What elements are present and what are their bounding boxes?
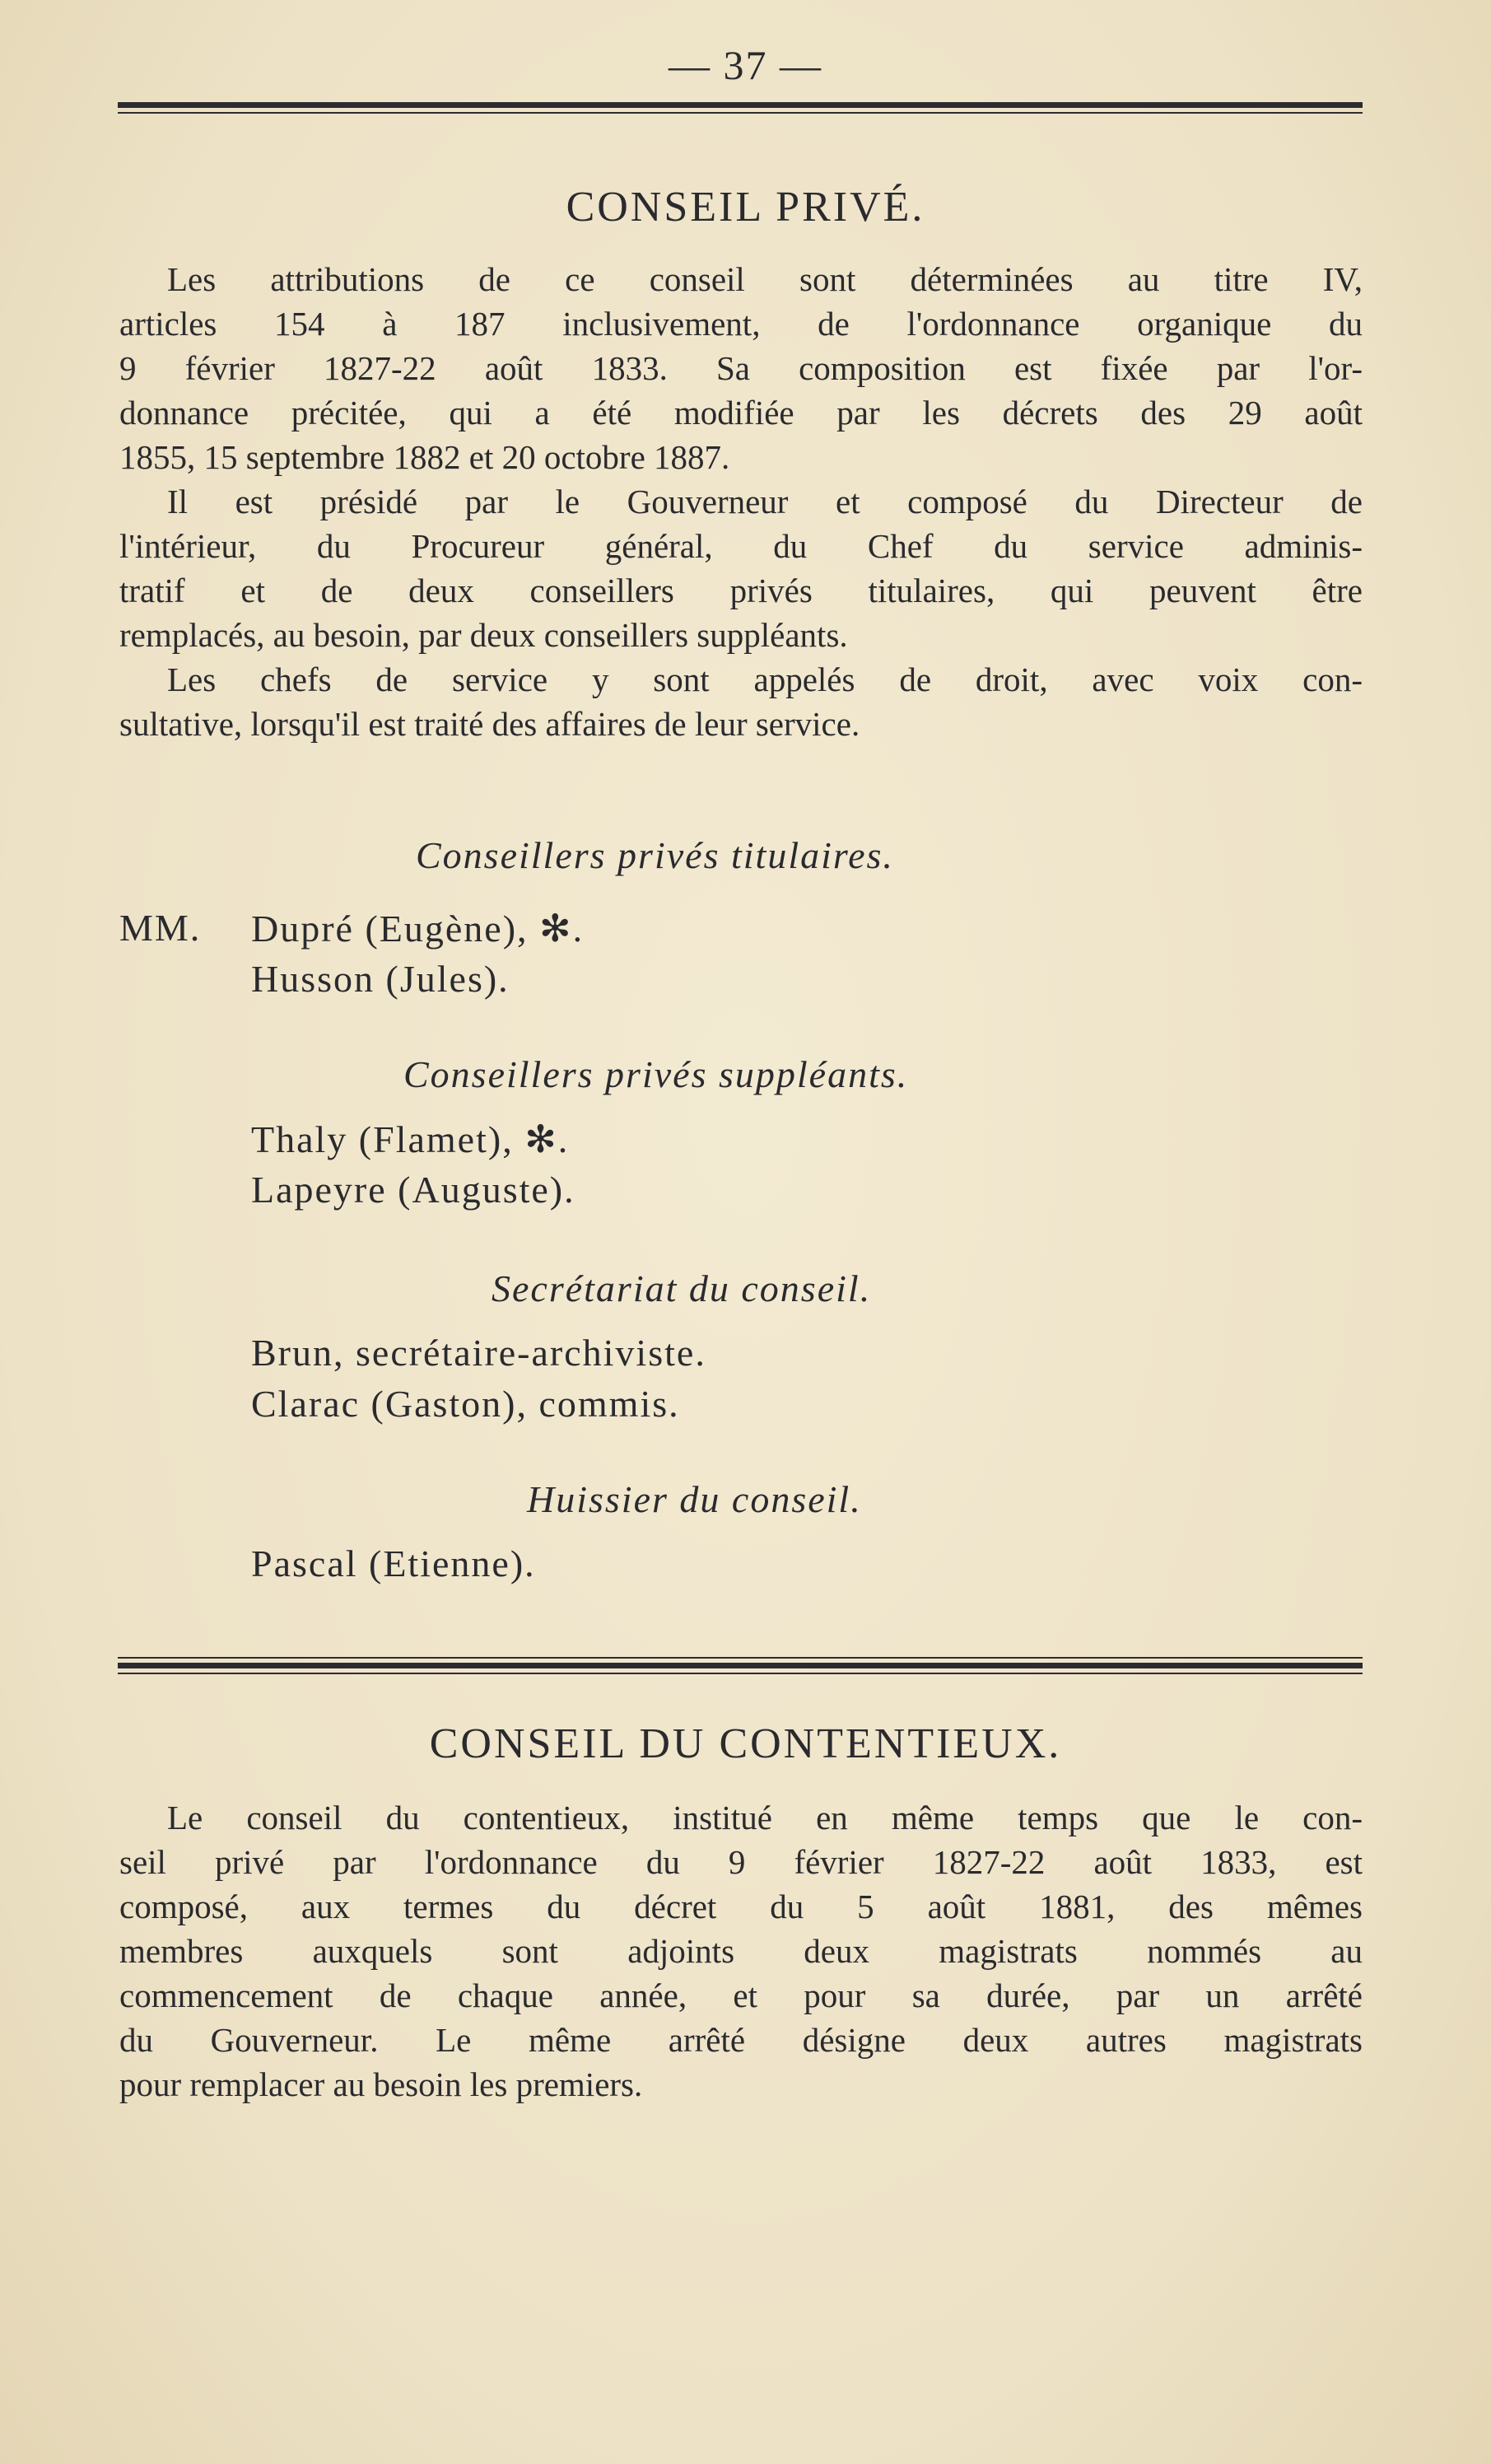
member-name: Clarac (Gaston), commis. bbox=[251, 1383, 680, 1425]
member-name: Pascal (Etienne). bbox=[251, 1542, 536, 1584]
member-name: Husson (Jules). bbox=[251, 958, 510, 1000]
text-line: l'intérieur, du Procureur général, du Chef du service adminis- bbox=[119, 527, 1363, 565]
text-line: remplacés, au besoin, par deux conseillers suppléants. bbox=[119, 616, 848, 654]
text-line: tratif et de deux conseillers privés titulaires, qui peuvent être bbox=[119, 572, 1363, 609]
text-line: donnance précitée, qui a été modifiée par les décrets des 29 août bbox=[119, 394, 1363, 432]
text-line: Il est présidé par le Gouverneur et composé du Directeur de bbox=[167, 483, 1363, 520]
paragraph-presidence bbox=[119, 479, 1363, 657]
text-line: 1855, 15 septembre 1882 et 20 octobre 1887. bbox=[119, 438, 730, 476]
paragraph-chefs-de-service bbox=[119, 657, 1363, 746]
text-line: pour remplacer au besoin les premiers. bbox=[119, 2065, 643, 2103]
subheading-titulaires: Conseillers privés titulaires. bbox=[416, 834, 894, 876]
section-divider-rule bbox=[118, 1657, 1363, 1674]
text-line: membres auxquels sont adjoints deux magistrats nommés au bbox=[119, 1932, 1363, 1970]
text-line: seil privé par l'ordonnance du 9 février 1827-22 août 1833, est bbox=[119, 1843, 1363, 1881]
header-rule bbox=[118, 102, 1363, 114]
section-title-conseil-du-contentieux: CONSEIL DU CONTENTIEUX. bbox=[429, 1720, 1062, 1767]
section-title-conseil-prive: CONSEIL PRIVÉ. bbox=[566, 184, 925, 231]
text-line: Les attributions de ce conseil sont déterminées au titre IV, bbox=[167, 260, 1363, 298]
text-line: Le conseil du contentieux, institué en même temps que le con- bbox=[167, 1799, 1363, 1836]
text-line: 9 février 1827-22 août 1833. Sa composition est fixée par l'or- bbox=[119, 349, 1363, 387]
page-number: — 37 — bbox=[669, 42, 822, 88]
text-line: composé, aux termes du décret du 5 août 1881, des mêmes bbox=[119, 1888, 1363, 1925]
subheading-suppleants: Conseillers privés suppléants. bbox=[403, 1053, 909, 1095]
text-line: articles 154 à 187 inclusivement, de l'ordonnance organique du bbox=[119, 305, 1363, 343]
paragraph-contentieux bbox=[119, 1795, 1363, 2107]
subheading-secretariat: Secrétariat du conseil. bbox=[492, 1267, 872, 1309]
text-line: Les chefs de service y sont appelés de droit, avec voix con- bbox=[167, 660, 1363, 698]
member-name: Brun, secrétaire-archiviste. bbox=[251, 1332, 706, 1374]
member-name: Thaly (Flamet), ✻. bbox=[251, 1118, 570, 1160]
text-line: sultative, lorsqu'il est traité des affaires de leur service. bbox=[119, 705, 860, 743]
subheading-huissier: Huissier du conseil. bbox=[527, 1478, 862, 1520]
member-name: Dupré (Eugène), ✻. bbox=[251, 908, 585, 950]
text-line: du Gouverneur. Le même arrêté désigne deux autres magistrats bbox=[119, 2021, 1363, 2059]
honorific-prefix: MM. bbox=[119, 907, 202, 949]
text-line: commencement de chaque année, et pour sa durée, par un arrêté bbox=[119, 1976, 1363, 2014]
member-name: Lapeyre (Auguste). bbox=[251, 1169, 575, 1211]
paragraph-attributions bbox=[119, 257, 1363, 479]
